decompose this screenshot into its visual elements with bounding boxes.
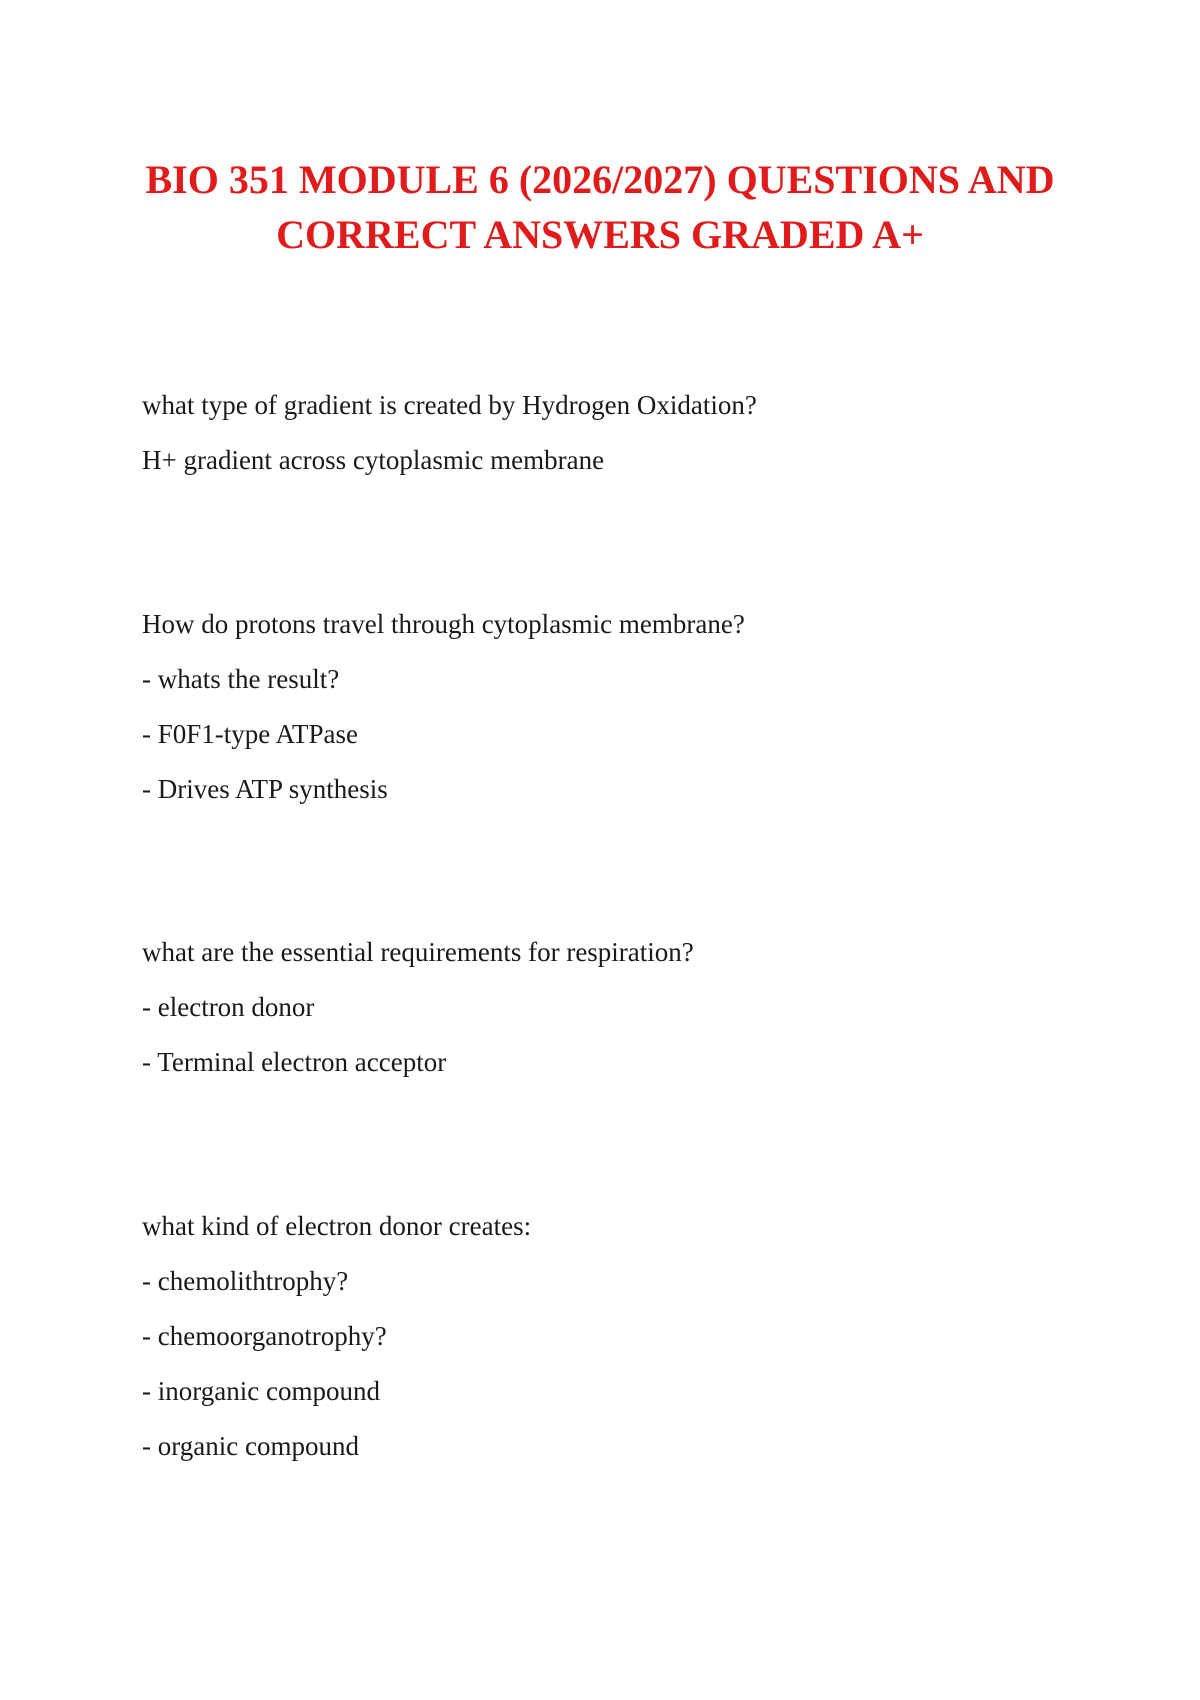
question-text: what type of gradient is created by Hydrogen Oxidation? (142, 390, 757, 420)
question-subpoint: - whats the result? (142, 664, 340, 694)
title-line-1: BIO 351 MODULE 6 (2026/2027) QUESTIONS AND (145, 157, 1055, 202)
question-subpoint: - chemolithtrophy? (142, 1266, 349, 1296)
qa-block-electron-donor (142, 1199, 1102, 1474)
answer-text: H+ gradient across cytoplasmic membrane (142, 445, 605, 475)
qa-block-proton-travel (142, 597, 1102, 817)
question-subpoint: - chemoorganotrophy? (142, 1321, 387, 1351)
answer-text: - Drives ATP synthesis (142, 774, 388, 804)
answer-text: - Terminal electron acceptor (142, 1047, 447, 1077)
title-line-2: CORRECT ANSWERS GRADED A+ (276, 212, 924, 257)
question-text: what kind of electron donor creates: (142, 1211, 532, 1241)
answer-text: - F0F1-type ATPase (142, 719, 358, 749)
document-title (100, 152, 1100, 262)
question-text: what are the essential requirements for respiration? (142, 937, 694, 967)
qa-block-respiration-requirements (142, 925, 1102, 1090)
qa-block-hydrogen-oxidation (142, 378, 1102, 488)
answer-text: - electron donor (142, 992, 315, 1022)
answer-text: - inorganic compound (142, 1376, 380, 1406)
answer-text: - organic compound (142, 1431, 359, 1461)
question-text: How do protons travel through cytoplasmic membrane? (142, 609, 745, 639)
